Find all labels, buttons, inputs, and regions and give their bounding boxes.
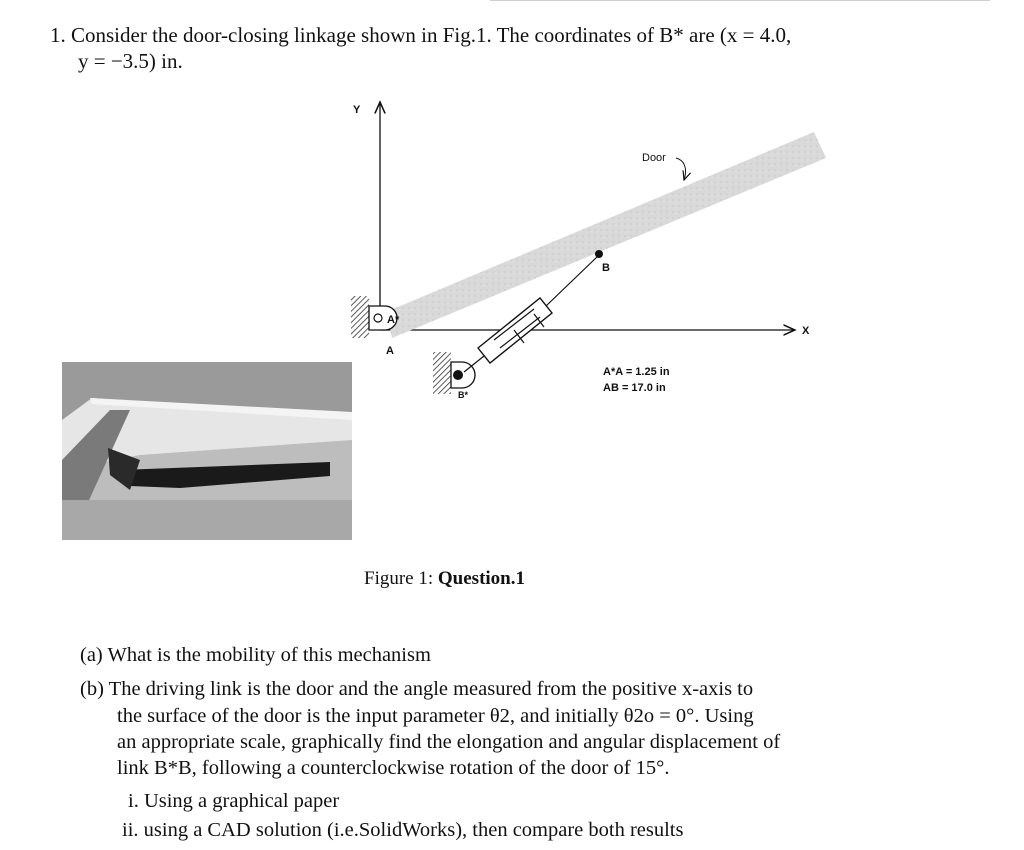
question-number: 1.: [50, 23, 66, 47]
part-a-label: (a): [80, 644, 103, 666]
question-text-2: y = −3.5) in.: [78, 49, 183, 73]
b-label: B: [602, 262, 610, 274]
wall-hatch-b: [433, 352, 451, 394]
wall-hatch-a: [351, 296, 369, 338]
part-b-i-text: Using a graphical paper: [143, 790, 340, 812]
b-star-label: B*: [458, 390, 469, 400]
question-text-1: Consider the door-closing linkage shown in Fig.1. The coordinates of B* are (x = 4.0,: [71, 23, 792, 47]
pin-b: [595, 250, 603, 258]
part-b-ii-label: ii.: [122, 819, 139, 841]
figure-caption: [364, 568, 525, 590]
part-b-i-label: i.: [128, 790, 139, 812]
x-axis-label: X: [802, 325, 810, 337]
part-b-line-4: link B*B, following a counterclockwise rotation of the door of 15°.: [117, 757, 670, 779]
door-label: Door: [642, 152, 666, 164]
a-label: A: [386, 345, 394, 357]
part-b-line-3: an appropriate scale, graphically find the elongation and angular displacement of: [117, 731, 781, 753]
part-b-line-1: [80, 676, 753, 702]
caption-title: Question.1: [437, 568, 525, 589]
caption-prefix: Figure 1:: [364, 568, 434, 589]
door-callout-arrow: [676, 158, 686, 180]
part-b-ii-text: using a CAD solution (i.e.SolidWorks), then compare both results: [143, 819, 684, 841]
dimension-ab: AB = 17.0 in: [603, 382, 666, 394]
part-a: [80, 642, 431, 668]
part-a-text: What is the mobility of this mechanism: [107, 644, 431, 666]
part-b-text-1: The driving link is the door and the angle measured from the positive x-axis to: [108, 678, 754, 700]
part-b-ii: [122, 817, 683, 843]
part-b-i: [128, 788, 339, 814]
pin-a-star: [374, 314, 382, 322]
pin-b-star: [453, 370, 463, 380]
y-axis-label: Y: [353, 104, 361, 116]
a-star-label: A*: [387, 314, 400, 326]
part-b-line-2: the surface of the door is the input parameter θ2, and initially θ2o = 0°. Using: [117, 705, 754, 727]
door-bar: [386, 132, 826, 338]
part-b-label: (b): [80, 678, 104, 700]
door-closer-photo: [62, 362, 352, 540]
dimension-a-star-a: A*A = 1.25 in: [603, 366, 670, 378]
